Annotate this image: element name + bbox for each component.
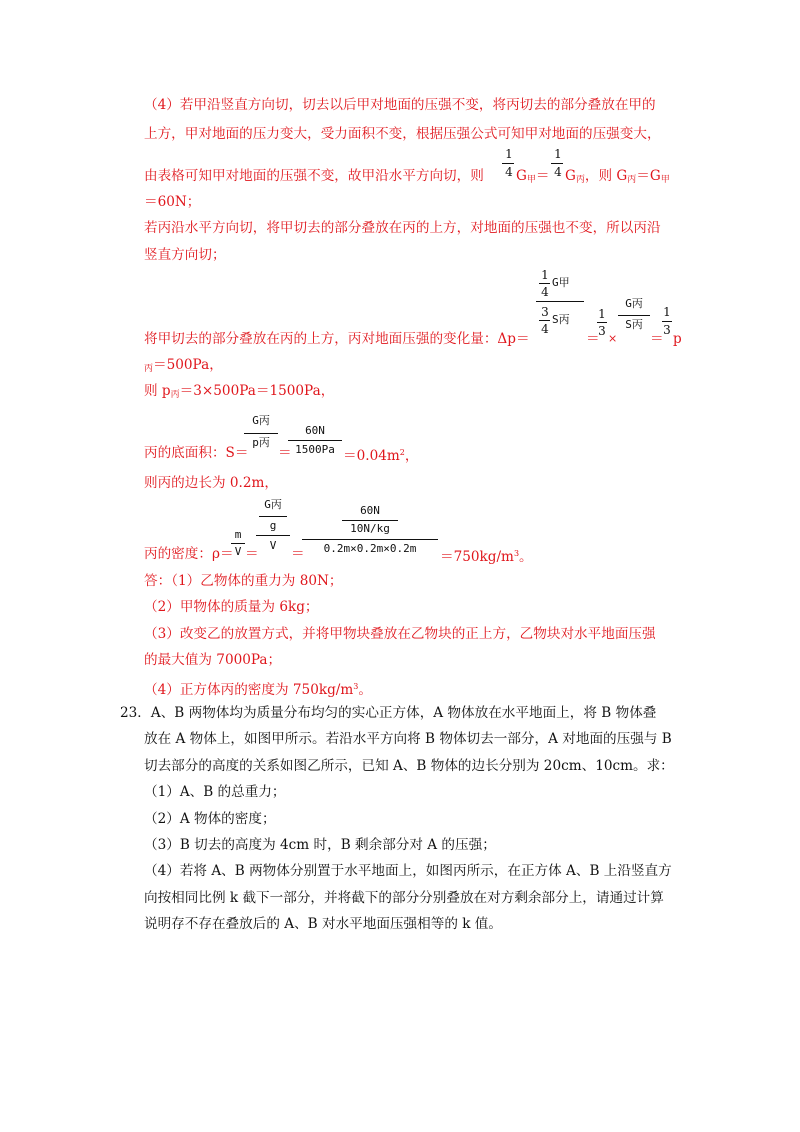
answer-summary-line: 答：（1）乙物体的重力为 80N； [144,573,343,589]
fraction-numerator: 1 [598,307,606,321]
answer-line: 丙的底面积：S＝ [144,445,249,461]
fraction-bar [256,535,290,536]
s-bing-symbol: S丙 [552,313,570,326]
fraction-denominator: g [269,519,277,532]
answer-line: $=0.04m^2$， [343,448,419,464]
fraction-bar [618,315,650,316]
answer-line: 丙的密度：ρ＝ [144,546,234,562]
fraction-bar [259,516,287,517]
answer-line: （4）若甲沿竖直方向切，切去以后甲对地面的压强不变，将丙切去的部分叠放在甲的 [144,97,656,113]
fraction-bar [231,543,245,544]
answer-line: $_丙$＝500Pa， [144,357,223,374]
fraction-denominator: 10N/kg [350,522,390,535]
fraction-bar [551,163,563,164]
question-line: （2）A 物体的密度； [144,811,276,827]
answer-line: $G_甲=$ [516,168,550,185]
answer-summary-line: （2）甲物体的质量为 6kg； [144,599,319,615]
fraction-denominator: 3 [598,324,606,338]
fraction-numerator: 1 [663,305,671,319]
question-line: 向按相同比例 k 截下一部分，并将截下的部分分别叠放在对方剩余部分上，请通过计算 [144,890,664,906]
fraction-denominator: 3 [663,323,671,337]
question-line: 23．A、B 两物体均为质量分布均匀的实心正方体，A 物体放在水平地面上，将 B 物体叠 [120,705,657,721]
answer-line: 由表格可知甲对地面的压强不变，故甲沿水平方向切，则 [144,168,484,184]
s-bing-symbol: S丙 [625,318,643,331]
answer-line: 则丙的边长为 0.2m， [144,475,278,491]
fraction-numerator: 60N [305,424,325,437]
fraction-denominator: 4 [505,165,513,179]
question-line: （4）若将 A、B 两物体分别置于水平地面上，如图丙所示，在正方体 A、B 上沿竖直方 [144,863,672,879]
fraction-numerator: 1 [541,268,549,282]
fraction-numerator: 60N [360,504,380,517]
fraction-bar [539,283,550,284]
g-bing-symbol: G丙 [625,297,643,310]
fraction-denominator: 0.2m×0.2m×0.2m [323,542,417,555]
answer-line: ＝60N； [144,194,201,210]
fraction-bar [502,163,514,164]
equals-sign: ＝ [586,331,600,347]
fraction-denominator: V [234,545,242,558]
answer-line: 将甲切去的部分叠放在丙的上方，丙对地面压强的变化量：Δp＝ [144,331,530,347]
answer-summary-line: （4）正方体丙的密度为 $750kg/m^3$。 [144,682,372,698]
g-bing-symbol: G丙 [252,414,270,427]
fraction-denominator: 4 [541,285,549,299]
fraction-denominator: 4 [541,322,549,336]
fraction-numerator: 1 [554,147,562,161]
equals-sign: ＝ [650,331,664,347]
times-sign: × [608,332,618,345]
equals-sign: ＝ [245,546,259,562]
question-line: （3）B 切去的高度为 4cm 时，B 剩余部分对 A 的压强； [144,837,496,853]
answer-line: p [673,331,682,347]
fraction-numerator: 1 [505,147,513,161]
equals-sign: ＝ [278,445,292,461]
question-line: 切去部分的高度的关系如图乙所示，已知 A、B 物体的边长分别为 20cm、10cm。求： [144,758,674,774]
answer-line: $G_丙$，则 $G_丙=G_甲$ [565,168,670,185]
fraction-bar [539,320,550,321]
fraction-bar [302,539,438,540]
fraction-denominator: 4 [554,165,562,179]
answer-line: 上方，甲对地面的压力变大，受力面积不变，根据压强公式可知甲对地面的压强变大， [144,126,661,142]
answer-line: 若丙沿水平方向切，将甲切去的部分叠放在丙的上方，对地面的压强也不变，所以丙沿 [144,220,661,236]
question-line: 放在 A 物体上，如图甲所示。若沿水平方向将 B 物体切去一部分，A 对地面的压强与 B [144,731,672,747]
question-line: 说明存不存在叠放后的 A、B 对水平地面压强相等的 k 值。 [144,916,502,932]
p-bing-symbol: p丙 [252,436,270,449]
answer-summary-line: （3）改变乙的放置方式，并将甲物块叠放在乙物块的正上方，乙物块对水平地面压强 [144,626,656,642]
fraction-denominator: 1500Pa [295,443,335,456]
question-line: （1）A、B 的总重力； [144,784,286,800]
fraction-bar [288,440,342,441]
fraction-bar [597,322,607,323]
fraction-bar [662,321,672,322]
fraction-numerator: 3 [541,305,549,319]
fraction-denominator: V [269,539,277,552]
fraction-numerator: m [234,528,242,541]
answer-line: 则 $p_丙=3\times 500Pa=1500Pa$， [144,383,335,400]
answer-line: $=750kg/m^3$。 [440,549,533,565]
fraction-bar [244,433,278,434]
answer-line: 竖直方向切； [144,247,226,263]
answer-summary-line: 的最大值为 7000Pa； [144,652,282,668]
g-bing-symbol: G丙 [264,498,282,511]
equals-sign: ＝ [291,546,305,562]
fraction-bar [536,301,584,302]
g-jia-symbol: G甲 [552,276,570,289]
fraction-bar [342,520,398,521]
